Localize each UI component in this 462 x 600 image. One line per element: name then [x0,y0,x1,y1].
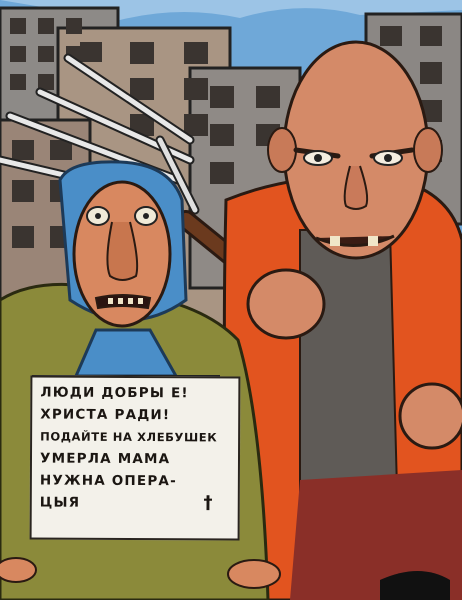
sign-line-1: ЛЮДИ ДОБРЫ Е! [40,384,189,402]
man-hand-upper [248,270,324,338]
woman-hand-left [0,558,36,582]
sign-line-4: УМЕРЛА МАМА [39,450,171,468]
sign-line-2: ХРИСТА РАДИ! [40,406,171,424]
man-ear-left [268,128,296,172]
man-ear-right [414,128,442,172]
cardboard-sign [30,375,241,540]
sign-line-6: ЦЫЯ [39,494,81,511]
woman-nose [107,222,137,280]
cross-icon: † [203,492,214,514]
sign-line-5: НУЖНА ОПЕРА- [39,472,177,490]
man-hand-lower [400,384,462,448]
sign-line-6-row [40,492,232,515]
sign-line-3: ПОДАЙТЕ НА ХЛЕБУШЕК [40,429,218,445]
woman-hand [228,560,280,588]
